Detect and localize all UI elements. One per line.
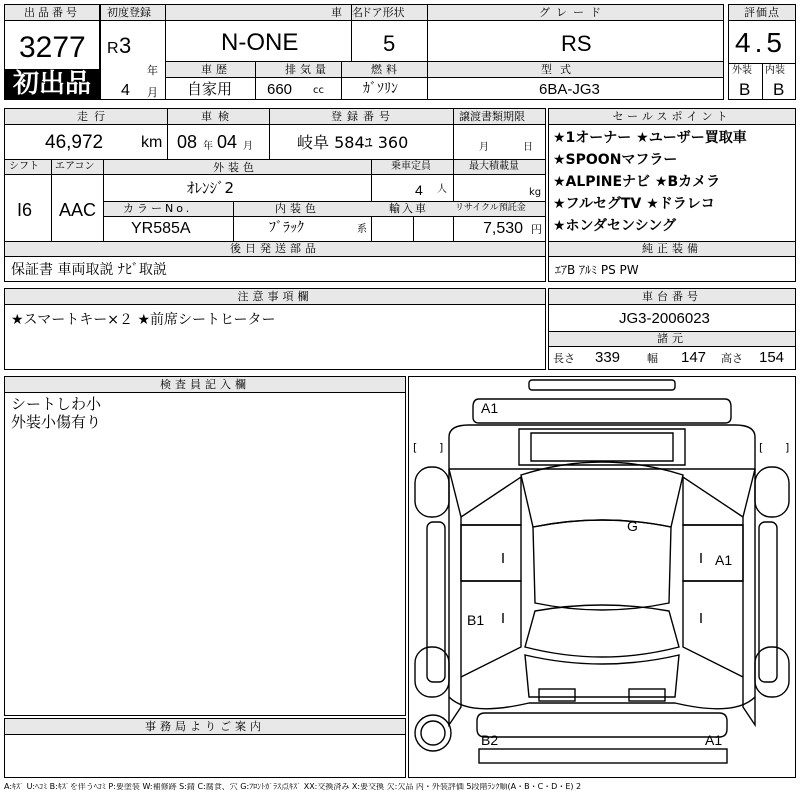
chassis-number: JG3-2006023 (619, 310, 710, 327)
fuel-value: ｶﾞｿﾘﾝ (363, 81, 398, 97)
lot-box (4, 4, 100, 100)
inspector-label: 検査員記入欄 (5, 377, 405, 393)
sales-point-line: ★ホンダセンシング (553, 218, 677, 234)
chassis-box (548, 288, 796, 370)
ext-score-label: 外装 (732, 65, 752, 76)
sales-points-box (548, 108, 796, 282)
later-parts-label: 後日発送部品 (5, 242, 545, 257)
int-color-label: 内装色 (275, 202, 320, 215)
damage-diagram (408, 376, 796, 778)
inspection-month-unit: 月 (243, 141, 253, 152)
width-value: 147 (681, 349, 707, 366)
fuel-label: 燃料 (371, 63, 401, 76)
inspector-box (4, 376, 406, 716)
door-value: 5 (383, 31, 396, 56)
transfer-label: 譲渡書類期限 (459, 110, 525, 123)
transfer-month-unit: 月 (479, 142, 489, 153)
standard-equipment-label: 純正装備 (549, 242, 795, 257)
score-value: 4.5 (735, 27, 786, 58)
office-box (4, 718, 406, 778)
plate-value: 岐阜 584ﾕ 360 (297, 133, 409, 152)
aircon-value: AAC (59, 200, 97, 220)
length-label: 長さ (553, 352, 575, 365)
lot-number: 3277 (19, 31, 86, 64)
inspection-month: 04 (217, 132, 238, 152)
mileage-value: 46,972 (45, 132, 104, 153)
model-code-value: 6BA-JG3 (539, 81, 600, 98)
vehicle-header-box (100, 4, 724, 100)
int-color-value: ﾌﾞﾗｯｸ (269, 220, 304, 236)
svg-text:[: [ (759, 441, 764, 454)
first-reg-era: R (107, 40, 119, 57)
recycle-unit: 円 (531, 223, 542, 236)
first-reg-month-unit: 月 (147, 86, 158, 99)
color-no-value: YR585A (131, 220, 191, 237)
sales-point-line: ★フルセグTV ★ドラレコ (553, 196, 715, 212)
recycle-value: 7,530 (483, 220, 524, 237)
later-parts-value: 保証書 車両取説 ﾅﾋﾞ取説 (11, 262, 167, 278)
first-reg-month: 4 (121, 82, 130, 99)
lot-label: 出品番号 (5, 5, 99, 21)
ext-color-label: 外装色 (213, 161, 258, 174)
model-code-label: 型式 (541, 63, 579, 76)
inspector-line: シートしわ小 (11, 395, 102, 413)
int-score-label: 内装 (765, 65, 785, 76)
notes-box (4, 288, 546, 370)
history-label: 車歴 (201, 63, 231, 76)
chassis-label: 車台番号 (549, 289, 795, 305)
ext-color-value: ｵﾚﾝｼﾞ2 (187, 179, 235, 197)
load-label: 最大積載量 (469, 161, 519, 172)
capacity-label: 乗車定員 (391, 161, 431, 172)
sales-point-line: ★ALPINEナビ ★Bカメラ (553, 174, 721, 190)
int-score: B (773, 80, 785, 99)
recycle-label: リサイクル預託金 (455, 203, 526, 213)
mark-a1-front: A1 (481, 400, 499, 416)
car-name: N-ONE (221, 29, 299, 56)
inspection-label: 車検 (201, 110, 235, 123)
office-label: 事務局よりご案内 (5, 719, 405, 735)
capacity-value: 4 (415, 182, 423, 198)
ext-score: B (739, 80, 751, 99)
sales-point-line: ★1オーナー ★ユーザー買取車 (553, 130, 747, 146)
inspector-line: 外装小傷有り (11, 413, 102, 431)
mark-a1-rear: A1 (705, 732, 723, 748)
mileage-unit: km (141, 134, 163, 151)
mark-b2: B2 (481, 732, 499, 748)
mark-b1: B1 (467, 612, 485, 628)
displacement-value: 660 (267, 81, 293, 98)
legend: A:ｷｽﾞ U:ﾍｺﾐ B:ｷｽﾞを伴うﾍｺﾐ P:要塗装 W:補修跡 S:錆 C:腐食、穴 G:ﾌﾛﾝﾄｶﾞﾗｽ点ｷｽﾞ XX:交換済み X:要交換 欠:欠品 内・外装評価 5段階ﾗﾝｸ順(A・B・C・D・E) 2 (4, 783, 582, 791)
standard-equipment-value: ｴｱB ｱﾙﾐ PS PW (555, 263, 639, 277)
score-label: 評価点 (729, 5, 795, 21)
first-listing-badge: 初出品 (5, 69, 99, 99)
mark-a1-right: A1 (715, 552, 733, 568)
aircon-label: エアコン (55, 161, 95, 172)
notes-value: ★スマートキー×２ ★前席シートヒーター (11, 312, 276, 328)
grade-value: RS (561, 31, 592, 56)
sales-points-label: セールスポイント (549, 109, 795, 125)
score-box (728, 4, 796, 100)
inspection-year-unit: 年 (203, 141, 213, 152)
svg-text:]: ] (439, 441, 444, 454)
int-color-unit: 系 (357, 224, 367, 235)
svg-text:]: ] (785, 441, 790, 454)
shift-value: I6 (17, 200, 33, 220)
transfer-day-unit: 日 (523, 142, 533, 153)
import-label: 輸入車 (389, 202, 428, 215)
plate-label: 登録番号 (331, 110, 395, 123)
svg-text:[: [ (413, 441, 418, 454)
displacement-unit: cc (313, 85, 324, 96)
sales-point-line: ★SPOONマフラー (553, 152, 678, 168)
height-value: 154 (759, 349, 785, 366)
width-label: 幅 (647, 352, 658, 365)
mark-g: G (627, 518, 638, 534)
mileage-label: 走行 (77, 110, 111, 123)
history-value: 自家用 (187, 80, 233, 98)
notes-label: 注意事項欄 (5, 289, 545, 305)
vehicle-info-box (4, 108, 546, 282)
length-value: 339 (595, 349, 621, 366)
load-unit: kg (529, 187, 542, 198)
first-reg-year: 3 (119, 33, 132, 58)
first-reg-year-unit: 年 (147, 64, 158, 77)
grade-label: グレード (539, 6, 607, 19)
car-outline-diagram (409, 377, 795, 777)
color-no-label: カラーNo. (123, 202, 193, 215)
capacity-unit: 人 (437, 184, 447, 195)
car-name-label: 車名 (331, 6, 373, 19)
first-reg-label: 初度登録 (107, 6, 151, 19)
displacement-label: 排気量 (285, 63, 330, 76)
height-label: 高さ (721, 352, 743, 365)
inspection-year: 08 (177, 132, 198, 152)
shift-label: シフト (9, 161, 39, 172)
dims-label: 諸元 (549, 332, 795, 347)
door-label: ドア形状 (361, 6, 405, 19)
